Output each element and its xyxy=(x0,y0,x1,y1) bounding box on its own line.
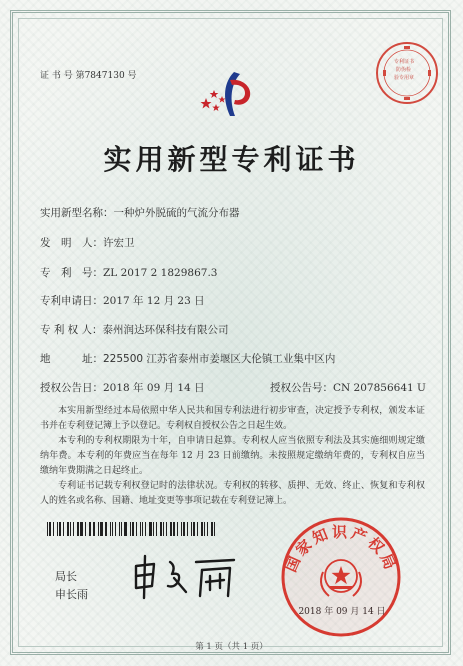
barcode-bar xyxy=(63,522,64,536)
barcode-bar xyxy=(211,522,213,536)
barcode-bar xyxy=(193,522,195,536)
barcode-bar xyxy=(90,522,91,536)
barcode-bar xyxy=(105,522,107,536)
barcode-bar xyxy=(163,522,164,536)
barcode-bar xyxy=(70,522,71,536)
barcode-bar xyxy=(181,522,182,536)
barcode-bar xyxy=(67,522,69,536)
barcode-bar xyxy=(153,522,154,536)
barcode-bar xyxy=(136,522,137,536)
field-label: 授权公告号： xyxy=(270,382,333,394)
paragraph-grant: 本实用新型经过本局依照中华人民共和国专利法进行初步审查，决定授予专利权，颁发本证书并在专利登记簿上予以登记。专利权自授权公告之日起生效。 xyxy=(40,406,425,431)
field-value: CN 207856641 U xyxy=(333,382,426,394)
signatory-name: 申长雨 xyxy=(55,588,88,601)
field-value: 2018 年 09 月 14 日 xyxy=(103,382,205,394)
field-value: 225500 江苏省泰州市姜堰区大伦镇工业集中区内 xyxy=(103,353,336,365)
barcode-bar xyxy=(89,522,90,536)
barcode-bar xyxy=(85,522,86,536)
field-utility-model-name xyxy=(40,205,240,220)
barcode-bar xyxy=(59,522,62,536)
barcode-bar xyxy=(191,522,192,536)
field-grant-date xyxy=(40,380,205,395)
barcode-bar xyxy=(170,522,172,536)
barcode-bar xyxy=(98,522,99,536)
field-label: 专 利 号： xyxy=(40,267,103,279)
barcode-bar xyxy=(49,522,51,536)
seal-date: 2018 年 09 月 14 日 xyxy=(298,607,386,617)
barcode-bar xyxy=(47,522,48,536)
patent-office-logo-icon xyxy=(196,68,266,120)
barcode-bar xyxy=(204,522,205,536)
barcode-bar xyxy=(100,522,103,536)
field-value: 许宏卫 xyxy=(103,237,135,249)
barcode-bar xyxy=(132,522,134,536)
certificate-number: 证 书 号 第7847130 号 xyxy=(40,71,137,81)
field-label: 地 址： xyxy=(40,353,103,365)
page-footer: 第 1 页（共 1 页） xyxy=(195,642,268,652)
barcode-bar xyxy=(124,522,127,536)
field-label: 授权公告日： xyxy=(40,382,103,394)
top-seal-line-3: 验专用章 xyxy=(394,75,415,81)
barcode-bar xyxy=(201,522,204,536)
field-patent-number xyxy=(40,265,217,280)
field-patentee xyxy=(40,322,229,337)
field-value: 2017 年 12 月 23 日 xyxy=(103,295,205,307)
barcode-bar xyxy=(57,522,58,536)
handwritten-signature xyxy=(130,552,240,602)
field-inventor xyxy=(40,235,135,250)
barcode-bar xyxy=(77,522,79,536)
top-seal-line-1: 专利证书 xyxy=(394,59,415,65)
barcode-bar xyxy=(156,522,157,536)
field-address xyxy=(40,351,335,366)
field-label: 发 明 人： xyxy=(40,237,103,249)
top-seal-line-2: 防伪检 xyxy=(396,67,412,73)
seal-text: 国家知识产权局 xyxy=(281,523,401,575)
barcode-bar xyxy=(145,522,146,536)
barcode-bar xyxy=(121,522,122,536)
barcode xyxy=(47,522,217,536)
field-label: 实用新型名称： xyxy=(40,207,114,219)
field-label: 专 利 权 人： xyxy=(40,324,103,336)
barcode-bar xyxy=(142,522,144,536)
field-label: 专利申请日： xyxy=(40,295,103,307)
barcode-bar xyxy=(112,522,113,536)
barcode-bar xyxy=(177,522,178,536)
paragraph-legal-status: 专利证书记载专利权登记时的法律状况。专利权的转移、质押、无效、终止、恢复和专利权人的姓名或名称、国籍、地址变更等事项记载在专利登记簿上。 xyxy=(40,481,425,506)
barcode-bar xyxy=(149,522,152,536)
barcode-bar xyxy=(73,522,74,536)
barcode-bar xyxy=(207,522,208,536)
barcode-bar xyxy=(214,522,215,536)
field-grant-number xyxy=(270,380,426,395)
barcode-bar xyxy=(173,522,176,536)
barcode-bar xyxy=(166,522,167,536)
signatory-title: 局长 xyxy=(55,570,77,583)
field-value: 泰州润达环保科技有限公司 xyxy=(102,324,229,336)
barcode-bar xyxy=(187,522,188,536)
barcode-bar xyxy=(93,522,95,536)
barcode-bar xyxy=(183,522,185,536)
barcode-bar xyxy=(80,522,83,536)
state-seal-icon xyxy=(276,512,406,642)
barcode-bar xyxy=(53,522,54,536)
anti-forgery-seal-icon xyxy=(372,38,442,108)
paragraph-term: 本专利的专利权期限为十年，自申请日起算。专利权人应当依照专利法及其实施细则规定缴纳年费。本专利的年费应当在每年 12 月 23 日前缴纳。未按照规定缴纳年费的，专利权自应当缴纳年费期满之日起终止。 xyxy=(40,436,425,476)
barcode-bar xyxy=(130,522,131,536)
field-value: ZL 2017 2 1829867.3 xyxy=(103,267,218,279)
field-application-date xyxy=(40,293,205,308)
barcode-bar xyxy=(119,522,120,536)
barcode-bar xyxy=(115,522,117,536)
certificate-title: 实用新型专利证书 xyxy=(103,143,360,176)
barcode-bar xyxy=(160,522,162,536)
barcode-bar xyxy=(110,522,111,536)
barcode-bar xyxy=(140,522,141,536)
barcode-bar xyxy=(197,522,198,536)
field-value: 一种炉外脱硫的气流分布器 xyxy=(113,207,240,219)
